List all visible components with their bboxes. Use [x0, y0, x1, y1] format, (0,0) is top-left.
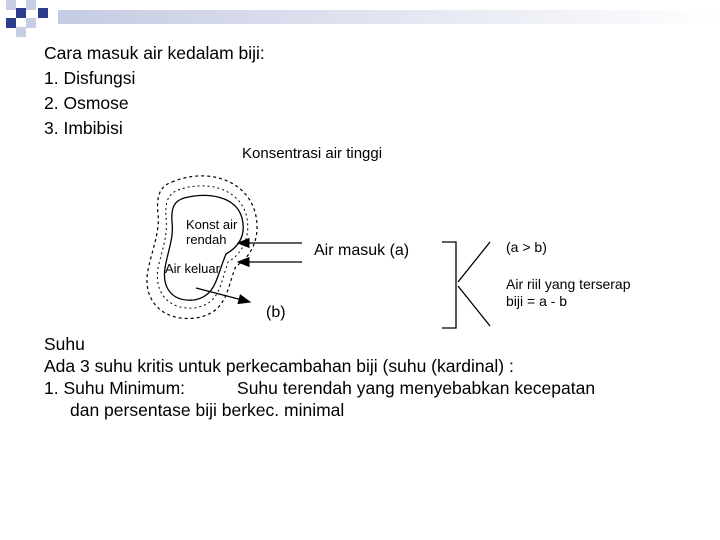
suhu-title: Suhu [44, 334, 85, 354]
label-b: (b) [266, 304, 286, 321]
label-absorbed-line1: Air riil yang terserap [506, 276, 631, 292]
bracket-arrow-up [458, 242, 490, 282]
intro-heading: Cara masuk air kedalam biji: [44, 43, 265, 63]
label-top: Konsentrasi air tinggi [242, 145, 383, 162]
intro-item: 1. Disfungsi [44, 68, 136, 88]
label-inner [186, 217, 237, 247]
b-arrow [196, 288, 250, 302]
label-inner-line2: rendah [186, 232, 227, 247]
suhu-line2 [44, 377, 595, 399]
bracket-arrow-down [458, 286, 490, 326]
intro-item: 2. Osmose [44, 93, 129, 113]
seed-solid-outline [164, 195, 243, 300]
suhu-minimum-term: 1. Suhu Minimum: [44, 378, 186, 398]
label-absorbed-line2: biji = a - b [506, 293, 568, 309]
intro-item: 3. Imbibisi [44, 118, 123, 138]
suhu-line1: Ada 3 suhu kritis untuk perkecambahan biji (suhu (kardinal) : [44, 356, 514, 376]
bracket [442, 242, 456, 328]
label-water-in: Air masuk (a) [314, 242, 410, 259]
label-water-out: Air keluar [165, 261, 220, 276]
label-absorbed [506, 276, 631, 310]
suhu-section [44, 333, 595, 421]
label-inner-line1: Konst air [186, 217, 238, 232]
suhu-minimum-def: Suhu terendah yang menyebabkan kecepatan [237, 378, 596, 398]
suhu-line3: dan persentase biji berkec. minimal [70, 400, 345, 420]
label-comparison: (a > b) [506, 239, 547, 255]
